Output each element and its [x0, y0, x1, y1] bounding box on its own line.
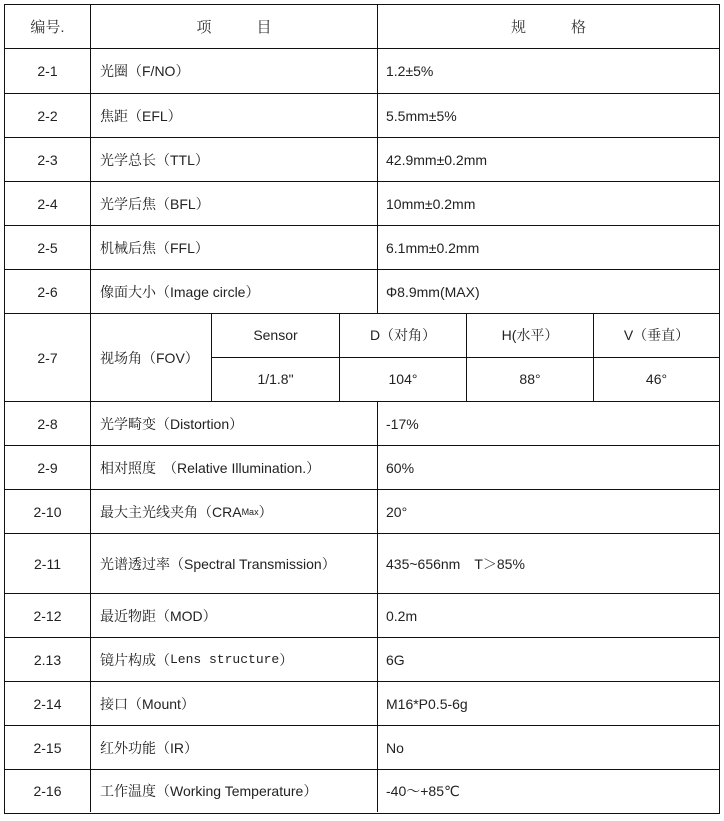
row-spec: 60%	[386, 459, 415, 476]
row-item	[91, 638, 378, 681]
row-item: 像面大小（Image circle）	[91, 270, 378, 313]
row-item: 最近物距（MOD）	[91, 594, 378, 637]
row-item: 接口（Mount）	[91, 682, 378, 725]
table-row	[5, 726, 719, 770]
table-row	[5, 490, 719, 534]
row-num: 2-10	[5, 490, 91, 533]
table-row	[5, 638, 719, 682]
row-item: 红外功能（IR）	[91, 726, 378, 769]
row-item-subscript: Max	[241, 506, 259, 517]
row-num: 2-2	[5, 94, 91, 137]
row-item-tail: ）	[279, 651, 294, 668]
row-spec: 6.1mm±0.2mm	[386, 239, 480, 256]
row-num: 2.13	[5, 638, 91, 681]
row-num: 2-6	[5, 270, 91, 313]
row-item: 焦距（EFL）	[91, 94, 378, 137]
row-item: 光学后焦（BFL）	[91, 182, 378, 225]
row-num: 2-3	[5, 138, 91, 181]
header-spec: 规 格	[510, 19, 586, 36]
row-spec: 5.5mm±5%	[386, 107, 457, 124]
header-item: 项 目	[91, 5, 378, 48]
row-item: 光谱透过率（Spectral Transmission）	[91, 534, 378, 593]
row-num: 2-8	[5, 402, 91, 445]
fov-value-sensor: 1/1.8"	[212, 358, 340, 402]
header-num: 编号.	[5, 5, 91, 48]
fov-subtable	[212, 314, 719, 401]
fov-value-horizontal: 88°	[467, 358, 594, 402]
row-spec: No	[386, 739, 404, 756]
row-num: 2-15	[5, 726, 91, 769]
table-row	[5, 402, 719, 446]
row-spec: -40～+85℃	[386, 783, 460, 799]
table-row-fov	[5, 314, 719, 402]
row-spec: -17%	[386, 415, 419, 432]
row-item-main: 最大主光线夹角（CRA	[100, 503, 242, 520]
row-num: 2-4	[5, 182, 91, 225]
row-spec: 0.2m	[386, 607, 418, 624]
table-row	[5, 682, 719, 726]
row-spec: 20°	[386, 503, 408, 520]
row-spec: 6G	[386, 651, 405, 668]
table-row	[5, 182, 719, 226]
table-row	[5, 770, 719, 812]
row-spec: M16*P0.5-6g	[386, 695, 468, 712]
row-num: 2-12	[5, 594, 91, 637]
row-item-tail: ）	[258, 503, 273, 520]
table-row	[5, 270, 719, 314]
fov-value-diagonal: 104°	[340, 358, 467, 402]
fov-value-row	[212, 358, 719, 402]
row-num: 2-1	[5, 49, 91, 93]
row-num: 2-7	[5, 314, 91, 401]
row-item: 工作温度（Working Temperature）	[91, 770, 378, 812]
row-spec: 10mm±0.2mm	[386, 195, 476, 212]
row-item-mono: Lens structure	[170, 652, 280, 667]
row-num: 2-9	[5, 446, 91, 489]
fov-header-row	[212, 314, 719, 358]
table-row	[5, 94, 719, 138]
row-item	[91, 490, 378, 533]
fov-value-vertical: 46°	[645, 371, 668, 388]
row-num: 2-16	[5, 770, 91, 812]
fov-header-vertical: V（垂直）	[623, 327, 690, 344]
table-row	[5, 49, 719, 94]
fov-header-sensor: Sensor	[212, 314, 340, 357]
table-row	[5, 226, 719, 270]
row-item: 光学总长（TTL）	[91, 138, 378, 181]
row-spec: 435~656nm T＞85%	[386, 555, 525, 572]
fov-header-horizontal: H(水平）	[467, 314, 594, 357]
row-item: 光圈（F/NO）	[91, 49, 378, 93]
row-spec: 42.9mm±0.2mm	[386, 151, 488, 168]
row-spec: 1.2±5%	[386, 63, 434, 79]
row-num: 2-5	[5, 226, 91, 269]
row-item: 相对照度 （Relative Illumination.）	[91, 446, 378, 489]
table-row	[5, 594, 719, 638]
table-row	[5, 138, 719, 182]
row-item: 光学畸变（Distortion）	[91, 402, 378, 445]
table-header-row	[5, 5, 719, 49]
table-row	[5, 534, 719, 594]
row-spec: Φ8.9mm(MAX)	[386, 283, 480, 300]
row-item: 机械后焦（FFL）	[91, 226, 378, 269]
spec-table	[4, 4, 720, 814]
row-num: 2-11	[5, 534, 91, 593]
row-item: 视场角（FOV）	[91, 314, 212, 401]
table-row	[5, 446, 719, 490]
fov-header-diagonal: D（对角）	[340, 314, 467, 357]
row-num: 2-14	[5, 682, 91, 725]
row-item-cjk: 镜片构成（	[100, 651, 170, 668]
